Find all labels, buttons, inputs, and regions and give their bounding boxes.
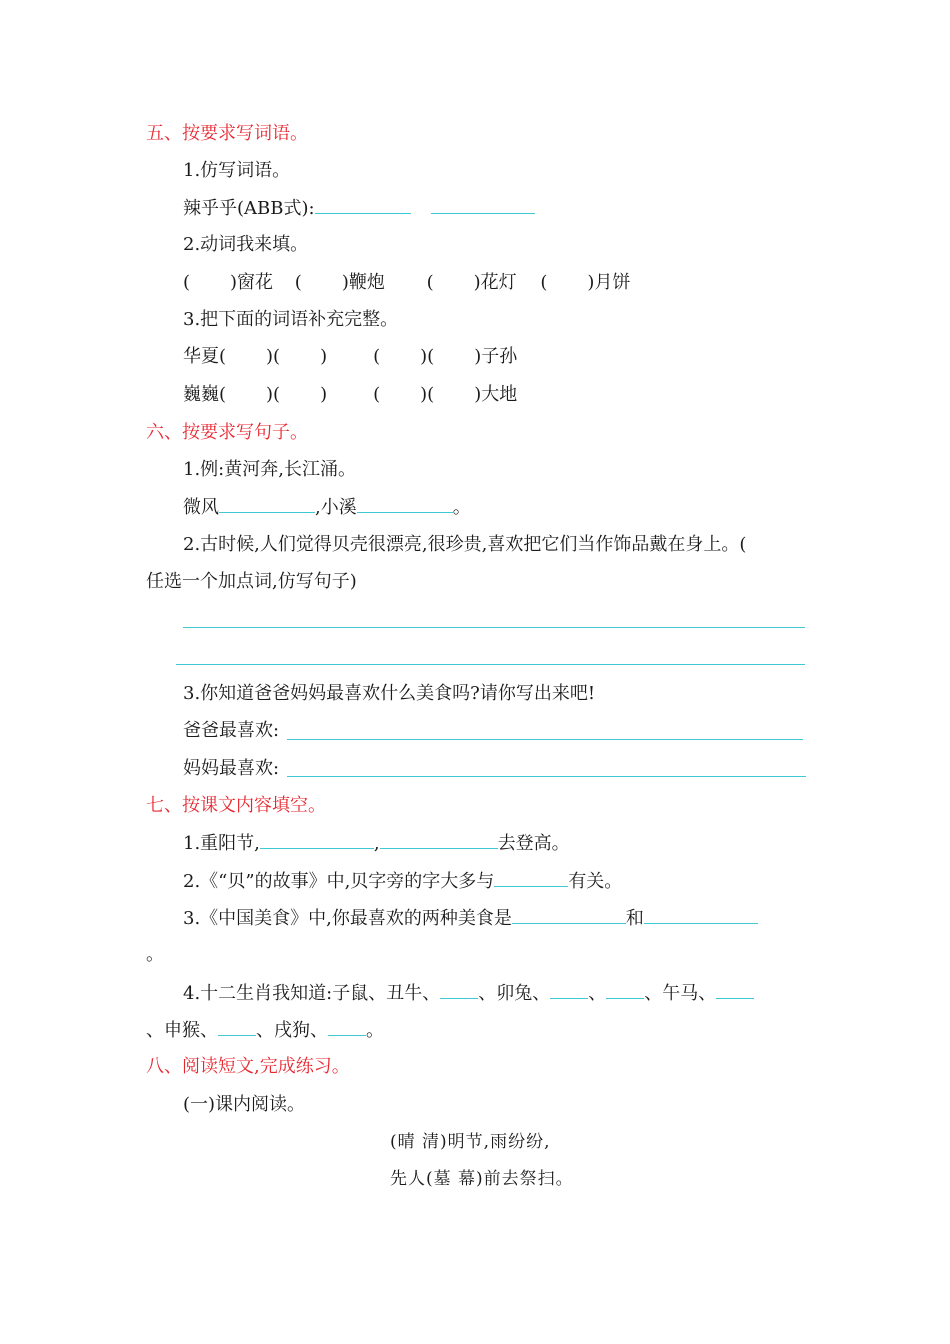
s8-sub: (一)课内阅读。: [183, 1094, 306, 1115]
s7-q3-a: 3.《中国美食》中,你最喜欢的两种美食是: [183, 908, 512, 929]
s6-q1-a: 微风: [183, 497, 219, 518]
s7-q1-c: 去登高。: [497, 833, 570, 854]
s7-q2-a: 2.《“贝”的故事》中,贝字旁的字大多与: [183, 871, 495, 892]
s7-q4-line2-a: 、申猴、: [146, 1020, 218, 1041]
s7-q4-b: 、卯兔、: [478, 983, 551, 1004]
s6-q1: 1.例:黄河奔,长江涌。: [183, 459, 356, 480]
s6-q1-row: [183, 494, 471, 521]
s6-q1-c: 。: [452, 497, 471, 518]
s5-q2: 2.动词我来填。: [183, 234, 309, 255]
s5-q3-row1-end: )子孙: [474, 346, 518, 367]
s5-q2-item: )花灯: [473, 272, 517, 293]
answer-blank[interactable]: [606, 980, 644, 999]
s7-q4-line1: [183, 980, 754, 1007]
s7-q2: [183, 868, 622, 895]
answer-blank[interactable]: [219, 494, 315, 513]
s7-q3-b: 和: [625, 908, 644, 929]
s6-q2-line1: 2.古时候,人们觉得贝壳很漂亮,很珍贵,喜欢把它们当作饰品戴在身上。(: [183, 534, 747, 555]
s6-q3: 3.你知道爸爸妈妈最喜欢什么美食吗?请你写出来吧!: [183, 683, 596, 704]
s7-q4-c: 、: [588, 983, 607, 1004]
answer-line[interactable]: [287, 776, 806, 777]
s5-q2-item: )窗花: [230, 272, 274, 293]
s7-q1-b: ,: [373, 833, 380, 854]
s5-q2-item: )月饼: [587, 272, 631, 293]
open-paren: (: [294, 272, 302, 293]
answer-blank[interactable]: [494, 868, 568, 887]
answer-blank[interactable]: [644, 905, 758, 924]
s6-q3-mom-label: 妈妈最喜欢:: [183, 758, 280, 779]
answer-blank[interactable]: [357, 494, 453, 513]
open-paren: (: [540, 272, 548, 293]
s5-q1: 1.仿写词语。: [183, 160, 291, 181]
answer-blank[interactable]: [328, 1017, 366, 1036]
section-5-title: 五、按要求写词语。: [146, 123, 308, 144]
answer-blank[interactable]: [431, 195, 535, 214]
s7-q4-line2: [146, 1017, 384, 1044]
s5-q3-row2-end: )大地: [474, 384, 518, 405]
s7-q3: [183, 905, 758, 932]
answer-line[interactable]: [183, 627, 805, 628]
answer-blank[interactable]: [550, 980, 588, 999]
s7-q1-a: 1.重阳节,: [183, 833, 260, 854]
s7-q4-line2-b: 、戌狗、: [256, 1020, 328, 1041]
poem-line-1: (晴 清)明节,雨纷纷,: [390, 1132, 551, 1152]
s7-q2-b: 有关。: [568, 871, 623, 892]
s5-q1-label: 辣乎乎(ABB式):: [183, 198, 315, 219]
s7-q4-a: 4.十二生肖我知道:子鼠、丑牛、: [183, 983, 441, 1004]
s5-q3-row2-start: 巍巍(: [183, 384, 227, 405]
s7-q1: [183, 830, 570, 857]
s5-q2-item: )鞭炮: [341, 272, 385, 293]
answer-blank[interactable]: [218, 1017, 256, 1036]
s7-q4-line2-c: 。: [366, 1020, 384, 1041]
s7-q4-d: 、午马、: [644, 983, 717, 1004]
answer-line[interactable]: [176, 664, 805, 665]
s7-q3-end: 。: [146, 944, 164, 965]
section-7-title: 七、按课文内容填空。: [146, 795, 326, 816]
s5-q3-row1: 华夏( )( ) ( )( )子孙: [183, 346, 518, 367]
answer-blank[interactable]: [315, 195, 411, 214]
s5-q2-row: [183, 270, 630, 296]
open-paren: (: [183, 272, 191, 293]
s5-q1-row: [183, 195, 535, 222]
s6-q1-b: ,小溪: [315, 497, 357, 518]
answer-blank[interactable]: [380, 830, 498, 849]
s6-q2-line2: 任选一个加点词,仿写句子): [146, 571, 357, 592]
answer-blank[interactable]: [260, 830, 374, 849]
s5-q3: 3.把下面的词语补充完整。: [183, 309, 399, 330]
s5-q3-row2: 巍巍( )( ) ( )( )大地: [183, 384, 518, 405]
s6-q3-dad-label: 爸爸最喜欢:: [183, 720, 280, 741]
answer-blank[interactable]: [716, 980, 754, 999]
answer-blank[interactable]: [512, 905, 626, 924]
answer-line[interactable]: [287, 739, 803, 740]
poem-line-2: 先人(墓 幕)前去祭扫。: [390, 1169, 574, 1189]
s5-q3-row1-start: 华夏(: [183, 346, 227, 367]
open-paren: (: [426, 272, 434, 293]
answer-blank[interactable]: [440, 980, 478, 999]
section-8-title: 八、阅读短文,完成练习。: [146, 1056, 350, 1077]
section-6-title: 六、按要求写句子。: [146, 422, 308, 443]
